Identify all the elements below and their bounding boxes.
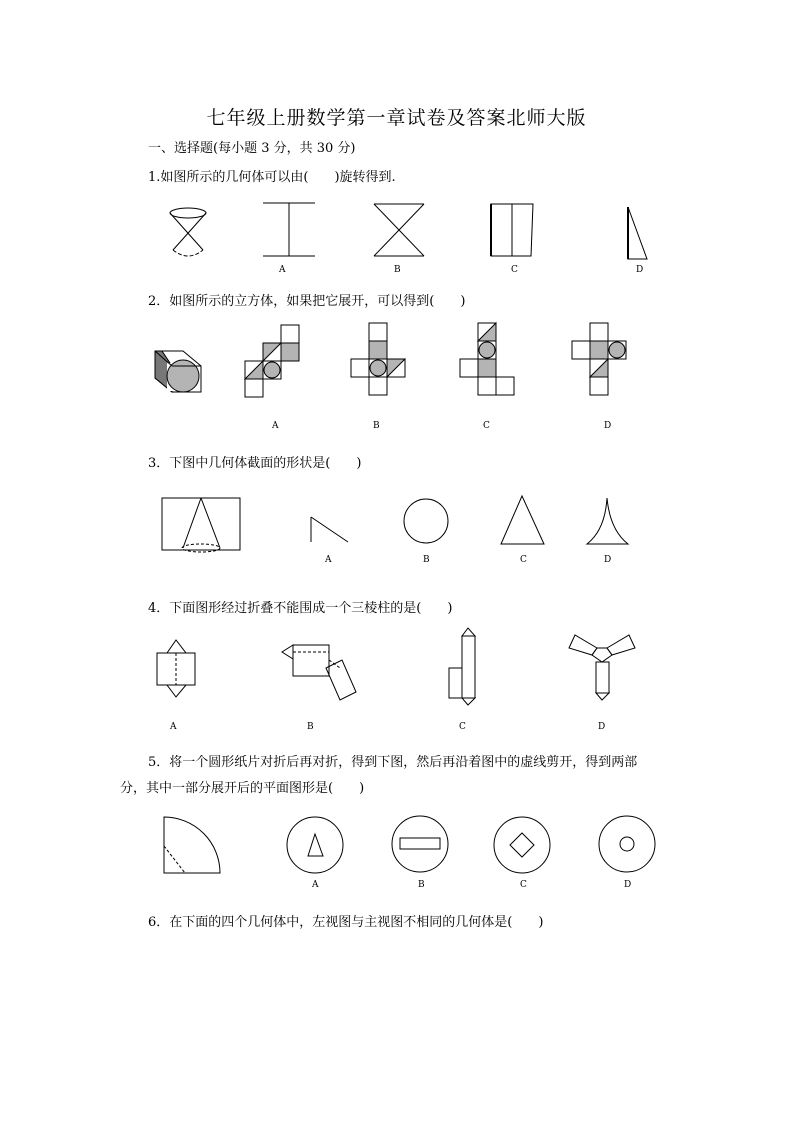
q5-label-c: C <box>520 880 527 890</box>
q4-option-c-net <box>449 628 475 705</box>
q4-label-c: C <box>459 722 466 732</box>
q2-label-b: B <box>373 421 380 431</box>
q5-label-b: B <box>418 880 425 890</box>
q1-option-d-figure <box>628 207 647 259</box>
q4-label-b: B <box>307 722 314 732</box>
q2-option-a-net <box>245 325 299 397</box>
q1-option-c-figure <box>491 204 533 256</box>
q4-option-a-net <box>157 640 195 697</box>
q2-option-d-net <box>572 323 626 395</box>
q1-solid-figure <box>170 208 206 256</box>
question-5-text-line-2: 分，其中一部分展开后的平面图形是( ) <box>120 781 365 796</box>
q3-option-d-figure <box>587 498 628 544</box>
question-2-text: 2．如图所示的立方体，如果把它展开，可以得到( ) <box>148 294 466 309</box>
q5-option-c-figure <box>494 817 550 873</box>
q3-option-b-figure <box>404 499 448 543</box>
q5-option-d-figure <box>599 816 655 872</box>
q2-label-c: C <box>483 421 490 431</box>
q2-option-b-net <box>351 323 405 395</box>
q3-solid-figure <box>162 498 240 552</box>
q3-option-a-figure <box>311 517 348 542</box>
question-1-text: 1.如图所示的几何体可以由( )旋转得到. <box>148 170 396 185</box>
q1-option-b-figure <box>374 204 424 256</box>
q2-option-c-net <box>460 323 514 395</box>
q4-option-b-net <box>282 645 356 700</box>
q1-label-b: B <box>394 265 401 275</box>
q4-option-d-net <box>569 635 635 700</box>
section-heading: 一、选择题(每小题 3 分，共 30 分) <box>148 141 356 156</box>
q3-label-b: B <box>423 555 430 565</box>
page-title: 七年级上册数学第一章试卷及答案北师大版 <box>206 107 587 129</box>
q5-label-a: A <box>312 880 319 890</box>
q1-label-c: C <box>511 265 518 275</box>
q2-cube-figure <box>155 351 201 392</box>
q3-label-d: D <box>604 555 612 565</box>
q4-label-d: D <box>598 722 606 732</box>
q1-option-a-figure <box>263 203 315 256</box>
q5-label-d: D <box>624 880 632 890</box>
q3-label-a: A <box>325 555 332 565</box>
q5-folded-paper-figure <box>164 817 220 873</box>
q1-label-d: D <box>636 265 644 275</box>
question-5-text-line-1: 5．将一个圆形纸片对折后再对折，得到下图，然后再沿着图中的虚线剪开，得到两部 <box>148 755 638 770</box>
q3-label-c: C <box>520 555 527 565</box>
q1-label-a: A <box>279 265 286 275</box>
q2-label-a: A <box>272 421 279 431</box>
q2-label-d: D <box>604 421 612 431</box>
q4-label-a: A <box>170 722 177 732</box>
question-4-text: 4．下面图形经过折叠不能围成一个三棱柱的是( ) <box>148 601 453 616</box>
question-3-text: 3．下图中几何体截面的形状是( ) <box>148 456 362 471</box>
question-6-text: 6．在下面的四个几何体中，左视图与主视图不相同的几何体是( ) <box>148 915 544 930</box>
q3-option-c-figure <box>501 496 544 544</box>
q5-option-b-figure <box>392 816 448 872</box>
q5-option-a-figure <box>287 817 343 873</box>
